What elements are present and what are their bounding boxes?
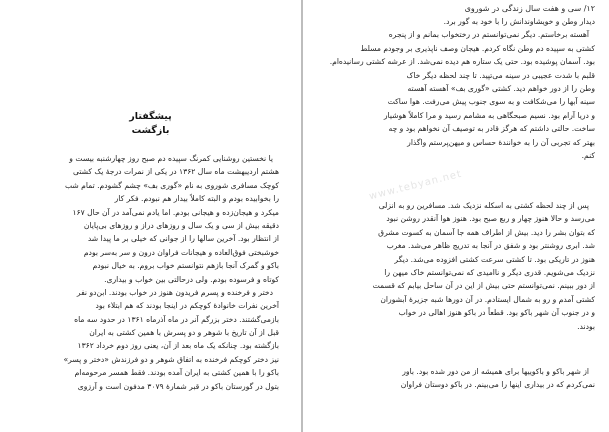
text-line: و دریا آرام بود. نسیم صبحگاهی به مشامم رسید و مرا کاملاً هوشیار (383, 110, 595, 120)
text-line: دقیقه بیش از سی و یک سال و روزهای دراز و روزهای بی‌پایان (83, 220, 279, 230)
right-paragraph-1 (312, 15, 595, 162)
text-line: قلبم با شدت عجیبی در سینه می‌تپید. تا چند لحظه دیگر خاک (406, 70, 595, 80)
text-line: بهتر که تجربی آن را به خوانندهٔ حساس و میهن‌پرستم واگذار (407, 137, 595, 147)
text-line: که بتوان بشر را دید. بیش از اطراف همه جا آسمان به کسوت مشرق (378, 227, 595, 237)
text-line: از انتظار بود. آخرین سالها را از جوانی که خیلی بر ما پیدا شد (87, 234, 279, 244)
chapter-title: پیشگفتار (129, 111, 172, 122)
right-paragraph-2 (312, 199, 595, 333)
text-line: نمی‌کردم که در بیداری اینها را می‌بینم. در باکو دوستان فراوان (400, 380, 595, 390)
right-paragraph-3 (312, 365, 595, 392)
text-line: از دور ببینم. نمی‌توانستم حتی بیش از این در آن ساحل بیابم که قسمت (372, 281, 595, 291)
text-line: شد. ابری روشنتر بود و شفق در آنجا به تدریج ظاهر می‌شد. مغرب (386, 241, 595, 251)
text-line: سینه آبها را می‌شکافت و به سوی جنوب پیش می‌رفت. هوا ساکت (387, 97, 595, 107)
left-body-text (13, 152, 279, 393)
text-line: از شهر باکو و باکوییها برای همیشه از من دور شده بود. باور (402, 367, 589, 376)
text-line: کوچک مسافری شوروی به نام «گوری بف» چشم گشودم. تمام شب (64, 180, 279, 190)
text-line: آهسته برخاستم. دیگر نمی‌توانستم در رختخواب بمانم و از پنجره (388, 30, 589, 40)
text-line: هشتم اردیبهشت ماه سال ۱۳۶۲ در یکی از نمرات درجهٔ یک کشتی (72, 167, 279, 177)
text-line: بازگشته بود. چنانکه یک ماه بعد از آن، یعنی روز دوم خرداد ۱۳۶۲ (77, 341, 279, 351)
chapter-heading (0, 110, 301, 138)
text-line: یا نخستین روشنایی کمرنگ سپیده دم صبح روز چهارشنبه بیست و (69, 154, 273, 163)
text-line: کشتی به سپیده دم وطن نگاه کردم. هیجان وصف ناپذیری بر وجودم مسلط (360, 43, 595, 53)
text-line: بودند. (577, 321, 595, 331)
text-line: آخرین نفرات خانوادهٔ کوچکم در اینجا بودند که هم ابتلاء بود (95, 301, 279, 311)
text-line: را بخوابیده بودم و البته کاملاً بیدار هم نبودم. فکر کار (114, 194, 279, 204)
text-line: دختر و فرخنده و پسرم فریدون هنوز در خواب بودند. ابن‌دو نفر (76, 287, 273, 297)
running-head: ۱۲/ سی و هفت سال زندگی در شوروی (464, 4, 595, 13)
chapter-subtitle: بازگشت (131, 125, 170, 136)
text-line: ساخت. حالتی داشتم که هرگز قادر به توصیف آن نخواهم بود و چه (388, 124, 595, 134)
watermark: www.tebyan.net (368, 168, 464, 203)
text-line: هنوز در تاریکی بود. تا کشتی سرعت کشتی افزوده می‌شد. دیگر (394, 254, 595, 264)
text-line: بتول در گورستان باکو در قبر شمارهٔ ۳۰۷۹ مدفون است و آرزوی (77, 381, 279, 391)
text-line: باکو را با همین کشتی به ایران آمده بودند. فقط همسر مرحومه‌ام (74, 368, 279, 378)
text-line: میکرد و هیجان‌زده و هیجانی بودم. اما یادم نمی‌آمد در آن حال ۱۶۷ (72, 207, 279, 217)
text-line: نزدیک می‌شویم. قدری دیگر و ناامیدی که نمی‌توانستم خاک میهن را (384, 267, 595, 277)
text-line: خوشبختی فوق‌العاده و هیجانات فراوان درون و سر به‌سر بودم (83, 247, 279, 257)
text-line: دیدار وطن و خویشاوندانش را با خود به گور برد. (443, 17, 595, 26)
left-page (0, 0, 301, 432)
right-page (303, 0, 609, 432)
text-line: بود. آسمان پوشیده بود. حتی یک ستاره هم دیده نمی‌شد. از عرشه کشتی رسانیده‌ام. (329, 57, 595, 67)
text-line: و در جنوب آن شهر باکو بود. قطعاً در باکو هنوز اهالی در خواب (398, 308, 595, 318)
text-line: پس از چند لحظه کشتی به اسکله نزدیک شد. مسافرین رو به انزلی (378, 201, 589, 210)
text-line: می‌رسد و حالا هنوز چهار و ربع صبح بود. هنوز هوا آنقدر روشن نبود (386, 214, 595, 224)
text-line: باکو و گمرک آنجا بازهم نتوانستم خواب بروم. به خیال نبودم (92, 261, 279, 271)
text-line: کنم. (581, 150, 595, 160)
text-line: وطن را از دور خواهم دید. کشتی «گوری بف» آهسته آهسته (407, 83, 595, 93)
text-line: قبل از آن تاریخ با شوهر و دو پسرش با همین کشتی به ایران (89, 328, 279, 338)
text-line: کشتی آمدم و رو به شمال ایستادم. در آن دورها شبه جزیرهٔ آبشوران (380, 294, 595, 304)
text-line: نیز دختر کوچکم فرخنده به اتفاق شوهر و دو فرزندش «دختر و پسر» (63, 354, 279, 364)
text-line: بازمی‌گشتند. دختر بزرگم آنر در ماه آذرماه ۱۳۶۱ در حدود سه ماه (74, 314, 279, 324)
text-line: کوتاه و فرسوده بودم. ولی درحالتی بین خواب و بیداری. (104, 274, 279, 284)
